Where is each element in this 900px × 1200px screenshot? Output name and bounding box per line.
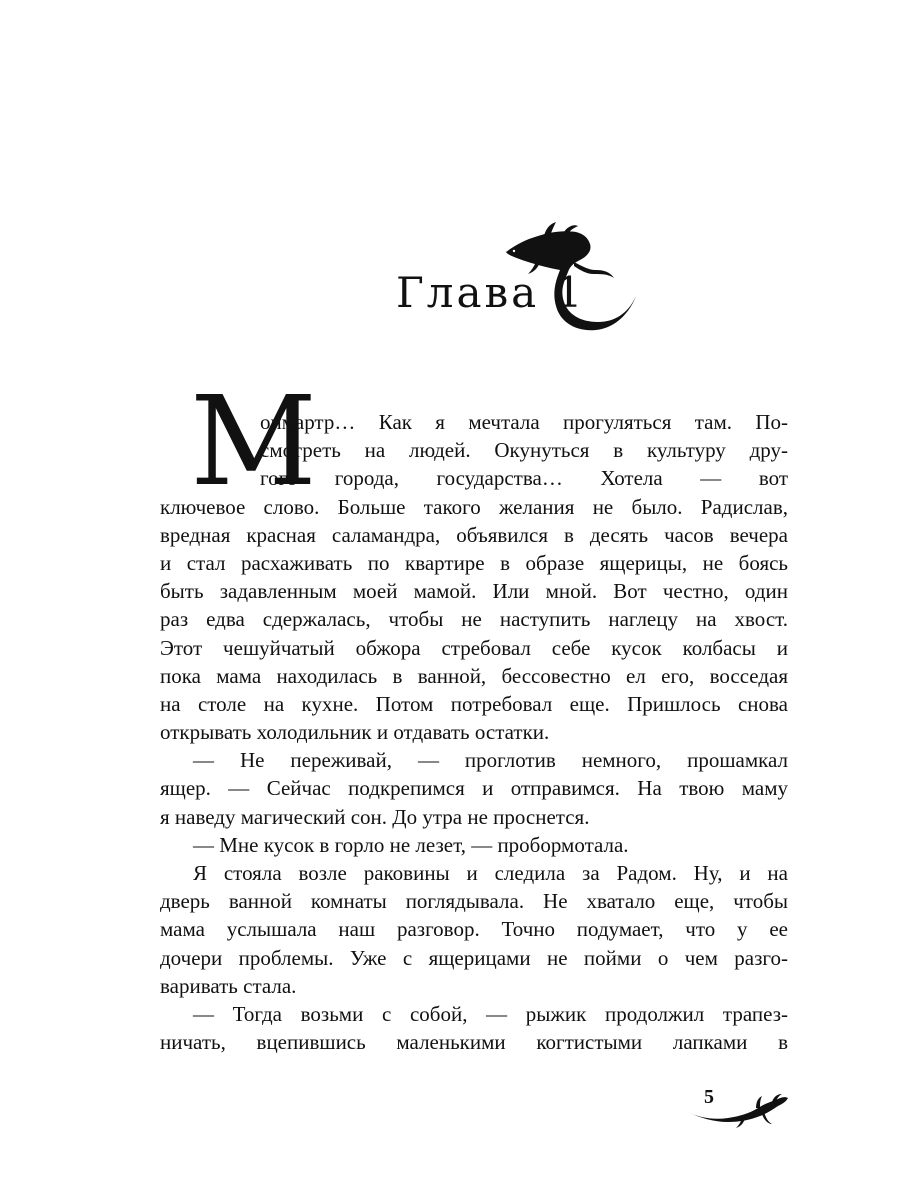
- text-line: гого города, государства… Хотела — вот: [260, 466, 788, 491]
- text-line: дверь ванной комнаты поглядывала. Не хватало еще, чтобы: [160, 889, 788, 914]
- chapter-title: Глава 1: [396, 268, 586, 317]
- text-line: мама услышала наш разговор. Точно подумает, что у ее: [160, 917, 788, 942]
- page-number: 5: [704, 1086, 714, 1108]
- text-line: Этот чешуйчатый обжора стребовал себе кусок колбасы и: [160, 635, 788, 660]
- text-line: и стал расхаживать по квартире в образе ящерицы, не боясь: [160, 550, 788, 575]
- text-line: вредная красная саламандра, объявился в десять часов вечера: [160, 522, 788, 547]
- text-line: — Тогда возьми с собой, — рыжик продолжил трапез-: [193, 1001, 788, 1026]
- text-line: открывать холодильник и отдавать остатки.: [160, 720, 550, 745]
- text-line: быть задавленным моей мамой. Или мной. Вот честно, один: [160, 579, 788, 604]
- text-line: — Мне кусок в горло не лезет, — пробормотала.: [193, 832, 629, 857]
- text-line: смотреть на людей. Окунуться в культуру дру-: [260, 438, 788, 463]
- text-line: Я стояла возле раковины и следила за Радом. Ну, и на: [193, 861, 788, 885]
- text-line: ящер. — Сейчас подкрепимся и отправимся. На твою маму: [160, 776, 788, 801]
- text-line: ничать, вцепившись маленькими когтистыми лапками в: [160, 1030, 788, 1055]
- body-text: [160, 408, 788, 1056]
- text-line: дочери проблемы. Уже с ящерицами не пойми о чем разго-: [160, 945, 788, 970]
- text-line: онмартр… Как я мечтала прогуляться там. По-: [260, 410, 788, 434]
- text-line: варивать стала.: [160, 973, 297, 998]
- text-line: я наведу магический сон. До утра не проснется.: [160, 804, 590, 829]
- salamander-footer-icon: [686, 1082, 790, 1134]
- text-line: — Не переживай, — проглотив немного, прошамкал: [193, 748, 788, 773]
- text-line: раз едва сдержалась, чтобы не наступить наглецу на хвост.: [160, 607, 788, 632]
- drop-cap: М: [190, 370, 317, 514]
- text-line: пока мама находилась в ванной, бессовестно ел его, восседая: [160, 663, 788, 688]
- text-line: на столе на кухне. Потом потребовал еще. Пришлось снова: [160, 691, 788, 716]
- text-line: ключевое слово. Больше такого желания не было. Радислав,: [160, 494, 788, 519]
